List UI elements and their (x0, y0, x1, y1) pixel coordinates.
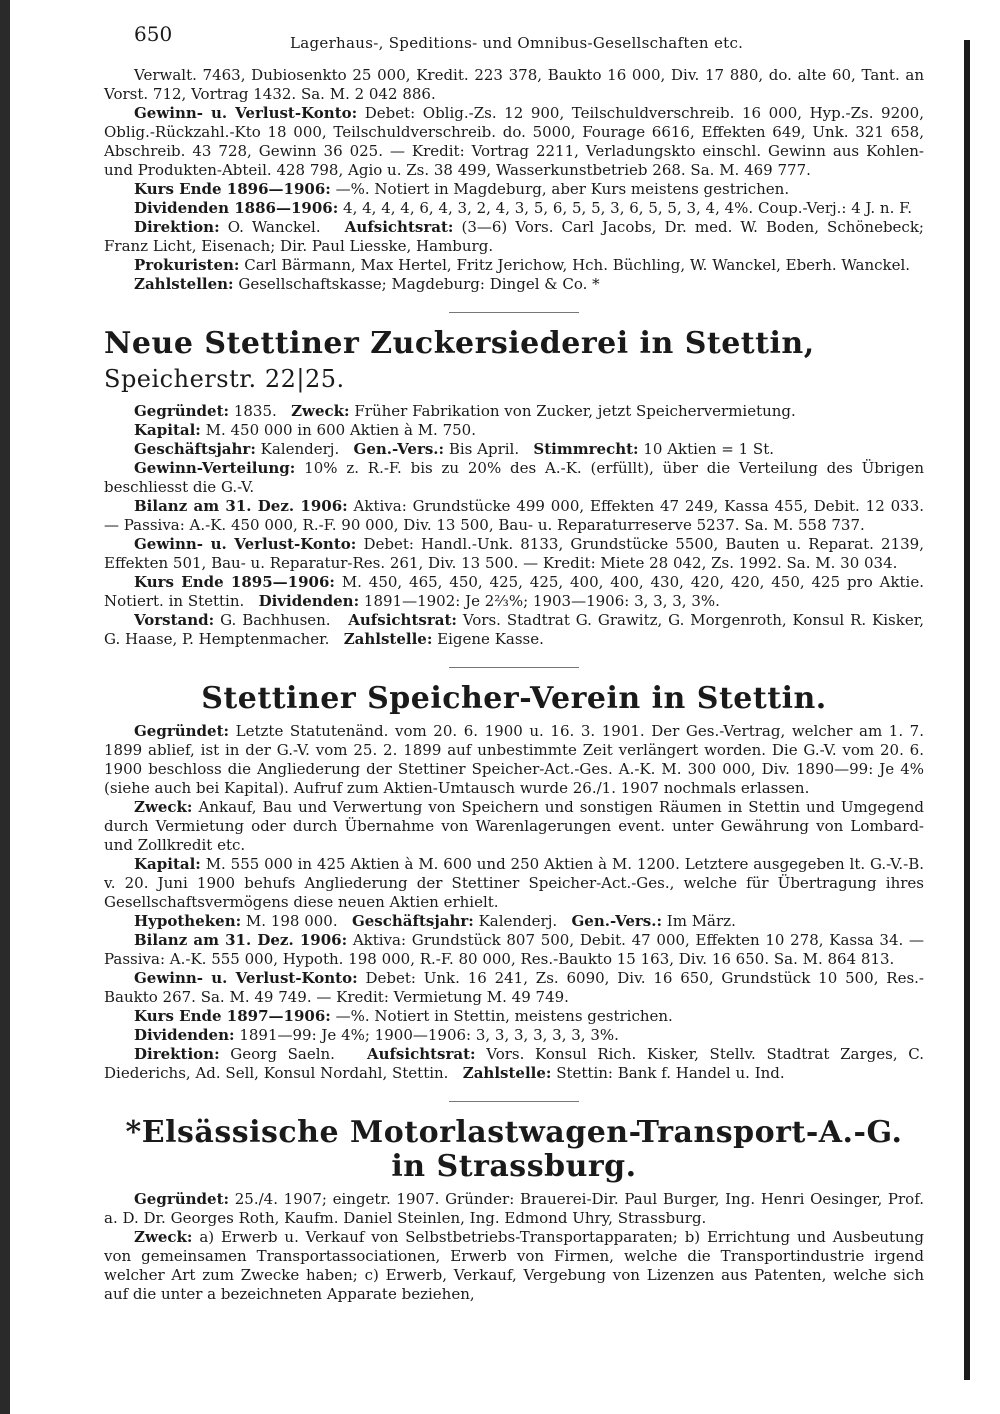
page-edge (0, 0, 10, 1414)
field-text: Ankauf, Bau und Verwertung von Speichern und sonstigen Räumen in Stettin und Umgegend durch Vermietung oder durch Übernahme von Warenlagerungen event. unter Gewährung von Lombard- und Zollkredit etc. (104, 798, 924, 854)
field-text: O. Wanckel. (227, 218, 321, 236)
field-key: Vorstand: (134, 611, 215, 629)
paragraph (104, 1007, 924, 1026)
field-text: —%. Notiert in Stettin, meistens gestrichen. (335, 1007, 673, 1025)
field-text: Debet: Oblig.-Zs. 12 900, Teilschuldverschreib. 16 000, Hyp.-Zs. 9200, Oblig.-Rückzahl.-Kto 18 000, Teilschuldverschreib. do. 5000, Fourage 6616, Effekten 649, Unk. 321 658, Abschreib. 43 728, Gewinn 36 025. — Kredit: Vortrag 2211, Verladungskto einschl. Gewinn aus Kohlen- und Produkten-Abteil. 428 798, Agio u. Zs. 38 499, Wasserkunstbetrieb 268. Sa. M. 469 777. (104, 104, 924, 179)
field-text: M. 450 000 in 600 Aktien à M. 750. (205, 421, 476, 439)
field-text: Stettin: Bank f. Handel u. Ind. (556, 1064, 785, 1082)
field-key: Zahlstellen: (134, 275, 234, 293)
binding-rule (964, 40, 970, 1380)
field-key: Geschäftsjahr: (351, 912, 474, 930)
company-title: *Elsässische Motorlastwagen-Transport-A.-G. in Strassburg. (125, 1115, 903, 1184)
paragraph (104, 912, 924, 931)
field-key: Gewinn-Verteilung: (134, 459, 296, 477)
paragraph (104, 421, 924, 440)
field-text: (3—6) Vors. Carl Jacobs, Dr. med. W. Boden, Schönebeck; Franz Licht, Eisenach; Dir. Paul Liesske, Hamburg. (104, 218, 924, 255)
paragraph (104, 402, 924, 421)
field-key: Gen.-Vers.: (353, 440, 445, 458)
field-text: Kalenderj. (260, 440, 340, 458)
section-neue-stettiner-zuckersiederei (104, 327, 924, 649)
field-text: a) Erwerb u. Verkauf von Selbstbetriebs-Transportapparaten; b) Errichtung und Ausbeutung von gemeinsamen Transportassociationen, Erwerb von Firmen, welche die Transportindustrie irgend welcher Art zum Zwecke haben; c) Erwerb, Verkauf, Vergebung von Lizenzen aus Patenten, welche sich auf die unter a bezeichneten Apparate beziehen, (104, 1228, 924, 1303)
field-text: G. Bachhusen. (220, 611, 331, 629)
field-text: Letzte Statutenänd. vom 20. 6. 1900 u. 16. 3. 1901. Der Ges.-Vertrag, welcher am 1. 7. 1899 ablief, ist in der G.-V. vom 25. 2. 1899 auf unbestimmte Zeit verlängert worden. Die G.-V. vom 20. 6. 1900 beschloss die Angliederung der Stettiner Speicher-Act.-Ges. A.-K. M. 300 000, Div. 1890—99: Je 4% (siehe auch bei Kapital). Aufruf zum Aktien-Umtausch wurde 26./1. 1907 nochmals erlassen. (104, 722, 924, 797)
field-key: Direktion: (134, 1045, 220, 1063)
field-key: Dividenden: (258, 592, 360, 610)
field-key: Geschäftsjahr: (134, 440, 256, 458)
field-text: M. 555 000 in 425 Aktien à M. 600 und 250 Aktien à M. 1200. Letztere ausgegeben lt. G.-V.-B. v. 20. Juni 1900 behufs Angliederung der Stettiner Speicher-Act.-Ges., welche für Übertragung ihres Gesellschaftsvermögens diese neuen Aktien erhielt. (104, 855, 924, 911)
paragraph (104, 798, 924, 855)
paragraph (104, 497, 924, 535)
paragraph (104, 1045, 924, 1083)
field-text: 10% z. R.-F. bis zu 20% des A.-K. (erfüllt), über die Verteilung des Übrigen beschliesst die G.-V. (104, 459, 924, 496)
section-divider (449, 312, 579, 313)
paragraph (104, 459, 924, 497)
paragraph (104, 573, 924, 611)
company-title: Stettiner Speicher-Verein in Stettin. (201, 681, 827, 716)
section-stettiner-speicher-verein (104, 682, 924, 1083)
field-text: Georg Saeln. (230, 1045, 335, 1063)
field-key: Kapital: (134, 421, 201, 439)
field-key: Kapital: (134, 855, 201, 873)
field-key: Gegründet: (134, 402, 230, 420)
field-text: 1891—1902: Je 2⅔%; 1903—1906: 3, 3, 3, 3%. (363, 592, 720, 610)
field-key: Direktion: (134, 218, 220, 236)
field-text: Carl Bärmann, Max Hertel, Fritz Jerichow, Hch. Büchling, W. Wanckel, Eberh. Wanckel. (244, 256, 911, 274)
field-text: 10 Aktien = 1 St. (643, 440, 774, 458)
field-text: Vors. Stadtrat G. Grawitz, G. Morgenroth, Konsul R. Kisker, G. Haase, P. Hemptenmacher. (104, 611, 924, 648)
paragraph (104, 611, 924, 649)
field-key: Aufsichtsrat: (348, 611, 457, 629)
section-elsaessische-motorlastwagen (104, 1116, 924, 1304)
field-key: Gen.-Vers.: (571, 912, 662, 930)
field-key: Kurs Ende 1897—1906: (134, 1007, 331, 1025)
paragraph (104, 535, 924, 573)
field-text: 1835. (233, 402, 277, 420)
field-text: Eigene Kasse. (437, 630, 544, 648)
field-key: Gewinn- u. Verlust-Konto: (134, 104, 358, 122)
field-text: Gesellschaftskasse; Magdeburg: Dingel & Co. * (238, 275, 600, 293)
field-text: Aktiva: Grundstück 807 500, Debit. 47 000, Effekten 10 278, Kassa 34. — Passiva: A.-K. 555 000, Hypoth. 198 000, R.-F. 80 000, Res.-Baukto 15 163, Div. 16 650. Sa. M. 864 813. (104, 931, 924, 968)
field-text: —%. Notiert in Magdeburg, aber Kurs meistens gestrichen. (335, 180, 790, 198)
field-key: Gewinn- u. Verlust-Konto: (134, 969, 358, 987)
paragraph (104, 256, 924, 275)
field-key: Zahlstelle: (343, 630, 433, 648)
paragraph (104, 180, 924, 199)
paragraph (104, 969, 924, 1007)
field-text: M. 450, 465, 450, 425, 425, 400, 400, 430, 420, 420, 450, 425 pro Aktie. Notiert. in Stettin. (104, 573, 924, 610)
paragraph (104, 440, 924, 459)
field-text: Debet: Handl.-Unk. 8133, Grundstücke 5500, Bauten u. Reparat. 2139, Effekten 501, Bau- u. Reparatur-Res. 261, Div. 13 500. — Kredit: Miete 28 042, Zs. 1992. Sa. M. 30 034. (104, 535, 924, 572)
section-previous-company (104, 66, 924, 294)
field-key: Gegründet: (134, 1190, 230, 1208)
field-text: M. 198 000. (245, 912, 338, 930)
company-name: Neue Stettiner Zuckersiederei in Stettin, (104, 326, 815, 361)
field-text: Debet: Unk. 16 241, Zs. 6090, Div. 16 650, Grundstück 10 500, Res.-Baukto 267. Sa. M. 49 749. — Kredit: Vermietung M. 49 749. (104, 969, 924, 1006)
field-key: Bilanz am 31. Dez. 1906: (134, 931, 348, 949)
company-address: Speicherstr. 22|25. (104, 365, 345, 393)
field-key: Aufsichtsrat: (344, 218, 454, 236)
field-key: Aufsichtsrat: (366, 1045, 476, 1063)
section-divider (449, 1101, 579, 1102)
field-key: Zweck: (134, 1228, 193, 1246)
field-text: Aktiva: Grundstücke 499 000, Effekten 47 249, Kassa 455, Debit. 12 033. — Passiva: A.-K. 450 000, R.-F. 90 000, Div. 13 500, Bau- u. Reparaturreserve 5237. Sa. M. 558 737. (104, 497, 925, 534)
paragraph (104, 218, 924, 256)
paragraph (104, 931, 924, 969)
paragraph (104, 1190, 924, 1228)
paragraph (104, 1026, 924, 1045)
running-head: Lagerhaus-, Speditions- und Omnibus-Gesellschaften etc. (290, 34, 744, 52)
paragraph (104, 855, 924, 912)
field-text: 1891—99: Je 4%; 1900—1906: 3, 3, 3, 3, 3, 3, 3%. (239, 1026, 619, 1044)
field-text: Vors. Konsul Rich. Kisker, Stellv. Stadtrat Zarges, C. Diederichs, Ad. Sell, Konsul Nordahl, Stettin. (104, 1045, 924, 1082)
page-number: 650 (134, 22, 173, 46)
field-key: Stimmrecht: (533, 440, 639, 458)
field-text: 4, 4, 4, 4, 6, 4, 3, 2, 4, 3, 5, 6, 5, 5, 3, 6, 5, 5, 3, 4, 4%. Coup.-Verj.: 4 J. n. F. (343, 199, 912, 217)
paragraph (104, 722, 924, 798)
paragraph: Verwalt. 7463, Dubiosenkto 25 000, Kredit. 223 378, Baukto 16 000, Div. 17 880, do. alte 60, Tant. an Vorst. 712, Vortrag 1432. Sa. M. 2 042 886. (104, 66, 924, 103)
field-key: Zweck: (134, 798, 193, 816)
field-text: 25./4. 1907; eingetr. 1907. Gründer: Brauerei-Dir. Paul Burger, Ing. Henri Oesinger, Prof. a. D. Dr. Georges Roth, Kaufm. Daniel Steinlen, Ing. Edmond Uhry, Strassburg. (104, 1190, 924, 1227)
field-key: Gegründet: (134, 722, 230, 740)
page-content (104, 66, 924, 1304)
company-title (104, 327, 924, 396)
field-key: Gewinn- u. Verlust-Konto: (134, 535, 357, 553)
paragraph (104, 1228, 924, 1304)
field-text: Bis April. (448, 440, 520, 458)
paragraph (104, 199, 924, 218)
field-text: Im März. (666, 912, 736, 930)
paragraph (104, 275, 924, 294)
field-text: Kalenderj. (478, 912, 558, 930)
field-key: Zweck: (291, 402, 350, 420)
field-key: Dividenden: (134, 1026, 235, 1044)
field-key: Hypotheken: (134, 912, 242, 930)
field-text: Früher Fabrikation von Zucker, jetzt Speichervermietung. (354, 402, 796, 420)
field-key: Kurs Ende 1895—1906: (134, 573, 335, 591)
field-key: Zahlstelle: (462, 1064, 552, 1082)
paragraph (104, 104, 924, 180)
field-key: Kurs Ende 1896—1906: (134, 180, 331, 198)
field-key: Dividenden 1886—1906: (134, 199, 339, 217)
field-key: Prokuristen: (134, 256, 240, 274)
section-divider (449, 667, 579, 668)
field-key: Bilanz am 31. Dez. 1906: (134, 497, 348, 515)
